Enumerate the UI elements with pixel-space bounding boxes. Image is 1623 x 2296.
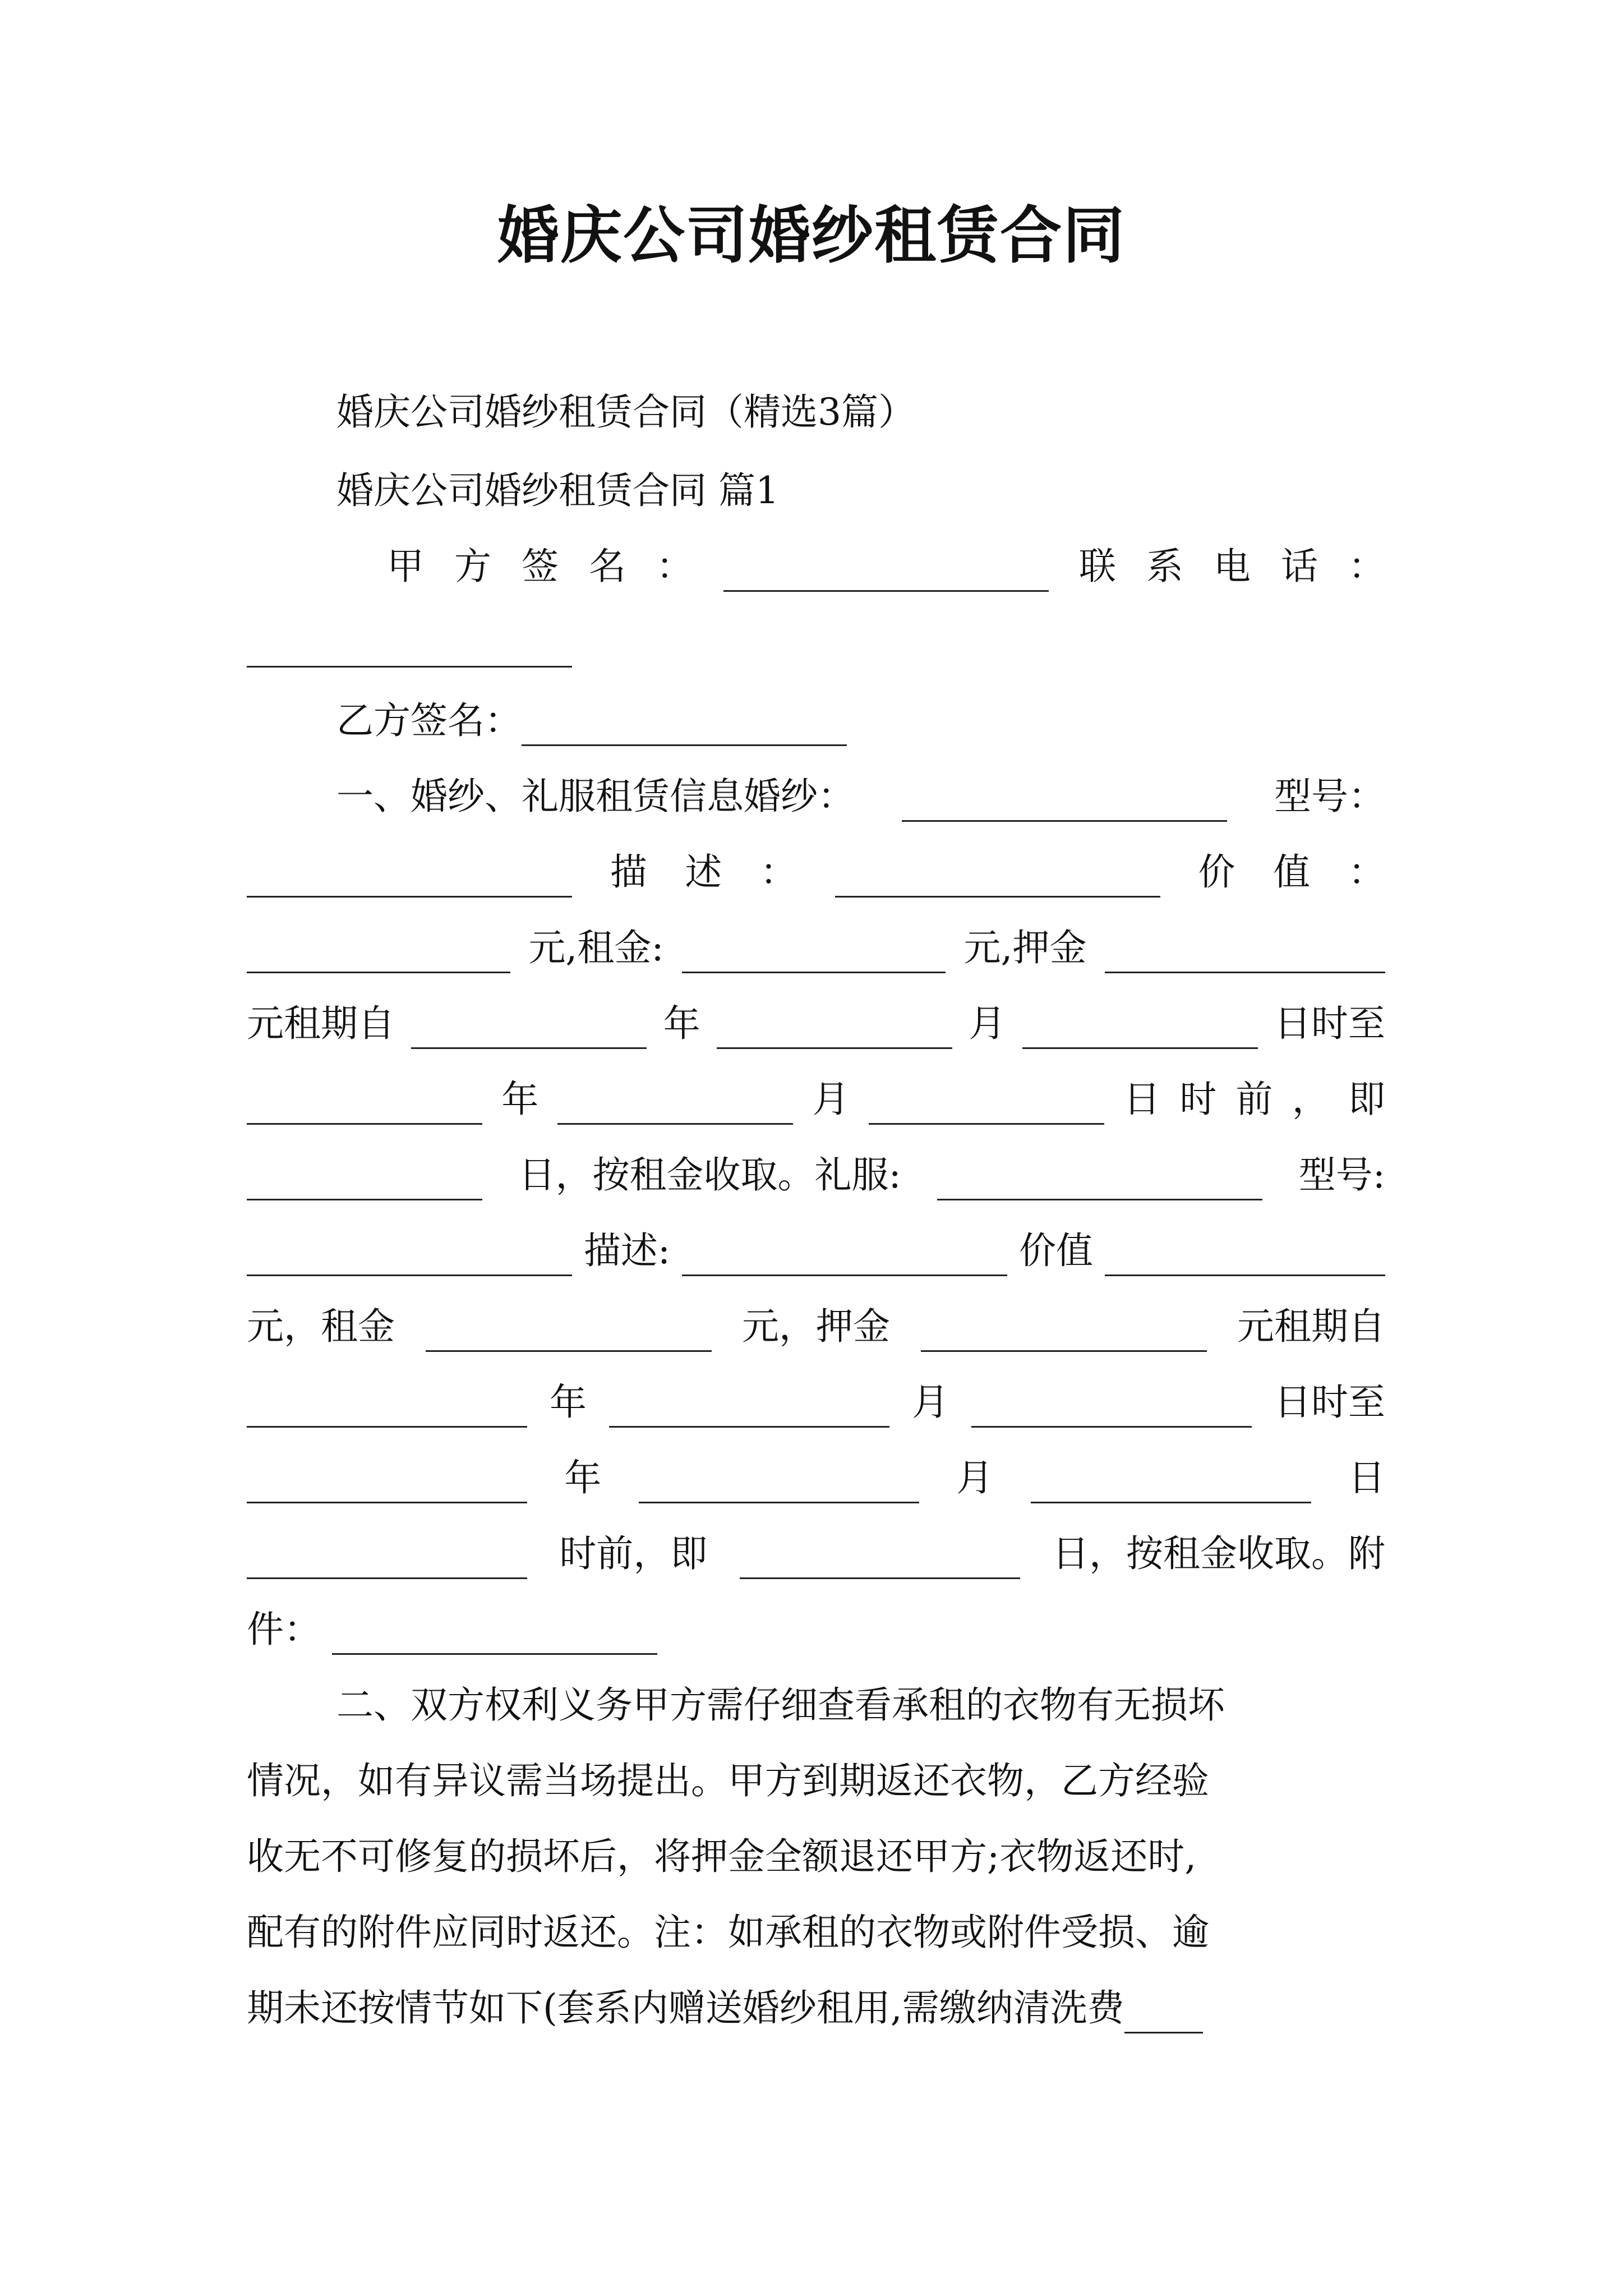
document-title: 婚庆公司婚纱租赁合同: [497, 199, 1126, 272]
wedding-end-year-blank[interactable]: [247, 1084, 482, 1125]
gown-days-line: 时前，即 日，按租金收取。附: [247, 1529, 1385, 1579]
party-a-phone-blank[interactable]: [247, 627, 572, 668]
gown-start-line: 年 月 日时至: [247, 1377, 1385, 1428]
gown-model-blank[interactable]: [247, 1235, 572, 1276]
attachment-line: 件：: [247, 1604, 1385, 1655]
party-a-signature-blank[interactable]: [723, 551, 1049, 592]
wedding-rent-blank[interactable]: [682, 932, 946, 973]
party-a-phone-line: [247, 617, 1385, 668]
gown-start-year-blank[interactable]: [247, 1387, 527, 1428]
wedding-days-blank[interactable]: [247, 1159, 482, 1200]
gown-start-month-blank[interactable]: [609, 1387, 889, 1428]
wedding-price-line: 元,租金: 元,押金: [247, 923, 1385, 973]
section-heading: 婚庆公司婚纱租赁合同 篇1: [336, 469, 779, 512]
gown-deposit-blank[interactable]: [921, 1311, 1207, 1352]
wedding-period-line: 元租期自 年 月 日时至: [247, 999, 1385, 1049]
wedding-model-blank[interactable]: [247, 857, 572, 898]
rights-paragraph-line-5: 期未还按情节如下(套系内赠送婚纱租用,需缴纳清洗费: [247, 1983, 1385, 2033]
attachment-blank[interactable]: [332, 1614, 657, 1655]
cleaning-fee-blank[interactable]: [1124, 1993, 1203, 2033]
wedding-end-day-blank[interactable]: [869, 1084, 1104, 1125]
rights-paragraph-line-2: 情况，如有异议需当场提出。甲方到期返还衣物，乙方经验: [247, 1759, 1209, 1802]
wedding-start-year-blank[interactable]: [411, 1008, 647, 1049]
wedding-end-month-blank[interactable]: [557, 1084, 793, 1125]
wedding-deposit-blank[interactable]: [1105, 932, 1385, 973]
gown-value-blank[interactable]: [1105, 1235, 1385, 1276]
rights-paragraph-line-1: 二、双方权利义务甲方需仔细查看承租的衣物有无损坏: [336, 1683, 1225, 1727]
gown-days-blank[interactable]: [740, 1538, 1020, 1579]
rights-paragraph-line-4: 配有的附件应同时返还。注：如承租的衣物或附件受损、逾: [247, 1911, 1209, 1954]
gown-end-day-blank[interactable]: [1031, 1462, 1311, 1503]
gown-end-month-blank[interactable]: [639, 1462, 919, 1503]
wedding-dress-line: 一、婚纱、礼服租赁信息婚纱： 型号：: [336, 771, 1385, 822]
gown-header-line: 日，按租金收取。礼服: 型号:: [247, 1150, 1385, 1200]
party-a-line: 甲 方 签 名 ： 联 系 电 话 ：: [387, 541, 1385, 592]
gown-end-hour-blank[interactable]: [247, 1538, 527, 1579]
wedding-dress-name-blank[interactable]: [902, 781, 1227, 822]
wedding-desc-value-line: 描 述 ： 价 值 ：: [247, 847, 1385, 898]
wedding-value-blank[interactable]: [247, 932, 510, 973]
wedding-start-month-blank[interactable]: [717, 1008, 952, 1049]
gown-end-year-blank[interactable]: [247, 1462, 527, 1503]
party-b-line: 乙方签名：: [336, 696, 1385, 746]
gown-price-line: 元，租金 元，押金 元租期自: [247, 1301, 1385, 1352]
gown-rent-blank[interactable]: [426, 1311, 712, 1352]
subtitle: 婚庆公司婚纱租赁合同（精选3篇）: [336, 390, 915, 434]
gown-name-blank[interactable]: [937, 1159, 1262, 1200]
rights-paragraph-line-3: 收无不可修复的损坏后，将押金全额退还甲方;衣物返还时,: [247, 1835, 1197, 1878]
gown-desc-blank[interactable]: [682, 1235, 1007, 1276]
party-b-signature-blank[interactable]: [522, 705, 847, 746]
gown-start-day-blank[interactable]: [971, 1387, 1252, 1428]
gown-end-line: 年 月 日: [247, 1453, 1385, 1503]
wedding-end-line: 年 月 日 时 前 ， 即: [247, 1074, 1385, 1125]
wedding-start-day-blank[interactable]: [1022, 1008, 1258, 1049]
gown-desc-line: 描述: 价值: [247, 1226, 1385, 1276]
wedding-desc-blank[interactable]: [835, 857, 1160, 898]
